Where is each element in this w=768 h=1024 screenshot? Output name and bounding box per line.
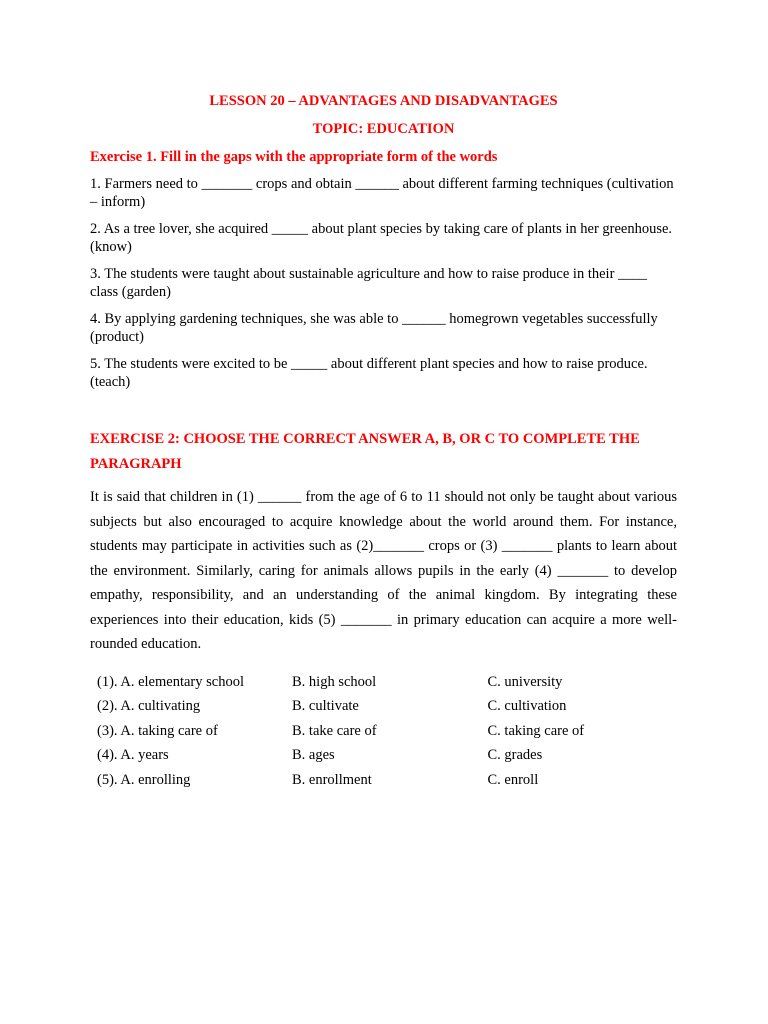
exercise1-question: 3. The students were taught about sustainable agriculture and how to raise produce in their ____ class (garden) — [90, 266, 648, 300]
exercise2-heading: EXERCISE 2: CHOOSE THE CORRECT ANSWER A, B, OR C TO COMPLETE THE PARAGRAPH — [90, 431, 640, 472]
option-c: C. cultivation — [487, 698, 567, 714]
option-a: (5). A. enrolling — [97, 771, 191, 788]
option-c: C. taking care of — [487, 722, 585, 739]
exercise1-question: 5. The students were excited to be _____ about different plant species and how to raise produce. (teach) — [90, 356, 648, 390]
option-b: B. cultivate — [292, 698, 359, 714]
option-row — [97, 768, 677, 793]
option-c: C. grades — [487, 747, 543, 763]
option-row — [97, 694, 677, 719]
option-a: (3). A. taking care of — [97, 722, 218, 739]
lesson-title: LESSON 20 – ADVANTAGES AND DISADVANTAGES — [209, 93, 558, 109]
option-b: B. take care of — [292, 722, 377, 739]
option-c: C. university — [487, 673, 563, 690]
option-c: C. enroll — [487, 771, 539, 788]
exercise1-question: 4. By applying gardening techniques, she was able to ______ homegrown vegetables successfully (product) — [90, 311, 658, 345]
exercise2-paragraph: It is said that children in (1) ______ from the age of 6 to 11 should not only be taught about various subjects but also encouraged to acquire knowledge about the world around them. For instance, students may participate in activities such as (2)_______ crops or (3) _______ plants to learn about the environment. Similarly, caring for animals allows pupils in the early (4) _______ to develop empathy, responsibility, and an understanding of the animal kingdom. By integrating these experiences into their education, kids (5) _______ in primary education can acquire a more well-rounded education. — [90, 489, 677, 652]
option-b: B. ages — [292, 747, 335, 763]
document-page — [90, 91, 677, 792]
option-row — [97, 670, 677, 695]
option-a: (4). A. years — [97, 747, 169, 763]
option-b: B. enrollment — [292, 771, 372, 788]
exercise1-question: 1. Farmers need to _______ crops and obtain ______ about different farming techniques (cultivation – inform) — [90, 176, 674, 210]
option-a: (2). A. cultivating — [97, 698, 201, 714]
topic-title: TOPIC: EDUCATION — [312, 121, 455, 137]
exercise1-question: 2. As a tree lover, she acquired _____ about plant species by taking care of plants in her greenhouse. (know) — [90, 221, 673, 255]
exercise1-questions — [90, 176, 677, 391]
option-b: B. high school — [292, 673, 377, 690]
option-a: (1). A. elementary school — [97, 673, 244, 690]
option-row — [97, 719, 677, 744]
exercise2-options — [97, 670, 677, 793]
exercise1-heading: Exercise 1. Fill in the gaps with the appropriate form of the words — [90, 149, 498, 165]
option-row — [97, 743, 677, 768]
